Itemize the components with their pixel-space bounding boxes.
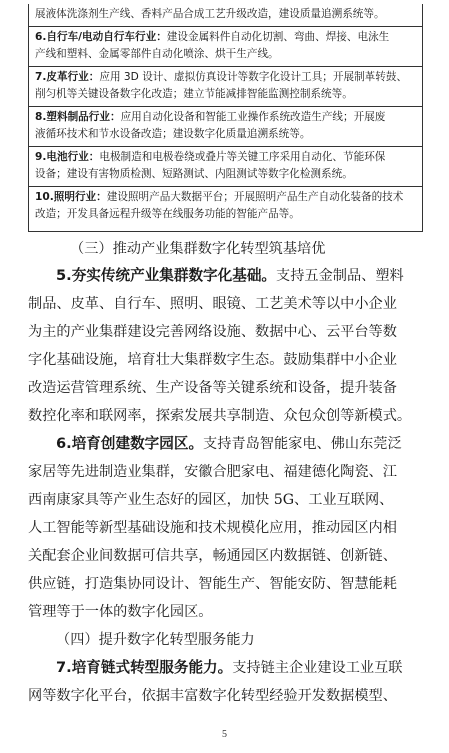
paragraph-heading: 7.培育链式转型服务能力。 xyxy=(56,659,233,676)
paragraph-heading: 6.培育创建数字园区。 xyxy=(56,435,204,452)
row-text: 改造；开发具备远程升级等在线服务功能的智能产品等。 xyxy=(35,208,300,220)
paragraph-text: 制品、皮革、自行车、照明、眼镜、工艺美术等以中小企业 xyxy=(28,296,397,312)
row-heading: 6.自行车/电动自行车行业： xyxy=(35,31,167,43)
paragraph-text: 支持青岛智能家电、佛山东莞泛 xyxy=(203,436,402,452)
row-text: 产线和塑料、金属零部件自动化喷涂、烘干生产线。 xyxy=(35,48,279,60)
paragraph-text: 管理等于一体的数字化园区。 xyxy=(28,604,213,620)
row-text: 应用自动化设备和智能工业操作系统改造生产线；开展废 xyxy=(120,111,386,123)
paragraph-text: 供应链，打造集协同设计、智能生产、智能安防、智慧能耗 xyxy=(28,576,397,592)
table-row-lighting xyxy=(29,186,422,226)
paragraph-text: 支持五金制品、塑料 xyxy=(276,268,404,284)
table-row-battery xyxy=(29,146,422,186)
row-text: 应用 3D 设计、虚拟仿真设计等数字化设计工具；开展制革转鼓、 xyxy=(99,71,408,83)
paragraph-text: 数控化率和联网率，探索发展共享制造、众包众创等新模式。 xyxy=(28,408,412,424)
row-text: 建设照明产品大数据平台；开展照明产品生产自动化装备的技术 xyxy=(106,191,404,203)
row-heading: 9.电池行业： xyxy=(35,151,100,163)
row-text: 削匀机等关键设备数字化改造；建立节能减排智能监测控制系统等。 xyxy=(35,88,353,100)
paragraph-text: 人工智能等新型基础设施和技术规模化应用，推动园区内相 xyxy=(28,520,397,536)
table-row xyxy=(29,4,422,26)
paragraph-text: 关配套企业间数据可信共享，畅通园区内数据链、创新链、 xyxy=(28,548,397,564)
table-row-plastics xyxy=(29,106,422,146)
industry-table xyxy=(28,4,423,232)
row-text: 展液体洗涤剂生产线、香料产品合成工艺升级改造，建设质量追溯系统等。 xyxy=(35,8,385,20)
table-row-leather xyxy=(29,66,422,106)
paragraph-7 xyxy=(28,654,424,710)
row-text: 建设金属料件自动化切割、弯曲、焊接、电泳生 xyxy=(166,31,390,43)
paragraph-text: 西南康家具等产业生态好的园区，加快 5G、工业互联网、 xyxy=(28,492,394,508)
row-heading: 10.照明行业： xyxy=(35,191,107,203)
paragraph-6 xyxy=(28,430,424,626)
paragraph-text: 字化基础设施，培育壮大集群数字生态。鼓励集群中小企业 xyxy=(28,352,397,368)
paragraph-text: 家居等先进制造业集群，安徽合肥家电、福建德化陶瓷、江 xyxy=(28,464,397,480)
row-heading: 7.皮革行业： xyxy=(35,71,100,83)
paragraph-heading: 5.夯实传统产业集群数字化基础。 xyxy=(56,267,277,284)
page-number: 5 xyxy=(222,729,227,740)
section-heading-3: （三）推动产业集群数字化转型筑基培优 xyxy=(70,241,326,257)
row-text: 液循环技术和节水设备改造；建设数字化质量追溯系统等。 xyxy=(35,128,311,140)
paragraph-text: 支持链主企业建设工业互联 xyxy=(232,660,403,676)
row-text: 设备；建设有害物质检测、短路测试、内阻测试等数字化检测系统。 xyxy=(35,168,353,180)
table-row-bicycle xyxy=(29,26,422,66)
paragraph-section-4 xyxy=(28,626,424,654)
row-heading: 8.塑料制品行业： xyxy=(35,111,121,123)
row-text: 电极制造和电极卷绕或叠片等关键工序采用自动化、节能环保 xyxy=(99,151,386,163)
paragraph-text: 网等数字化平台，依据丰富数字化转型经验开发数据模型、 xyxy=(28,688,397,704)
paragraph-text: 改造运营管理系统、生产设备等关键系统和设备，提升装备 xyxy=(28,380,397,396)
paragraph-5 xyxy=(28,262,424,430)
paragraph-text: 为主的产业集群建设完善网络设施、数据中心、云平台等数 xyxy=(28,324,397,340)
section-heading-4: （四）提升数字化转型服务能力 xyxy=(56,632,255,648)
